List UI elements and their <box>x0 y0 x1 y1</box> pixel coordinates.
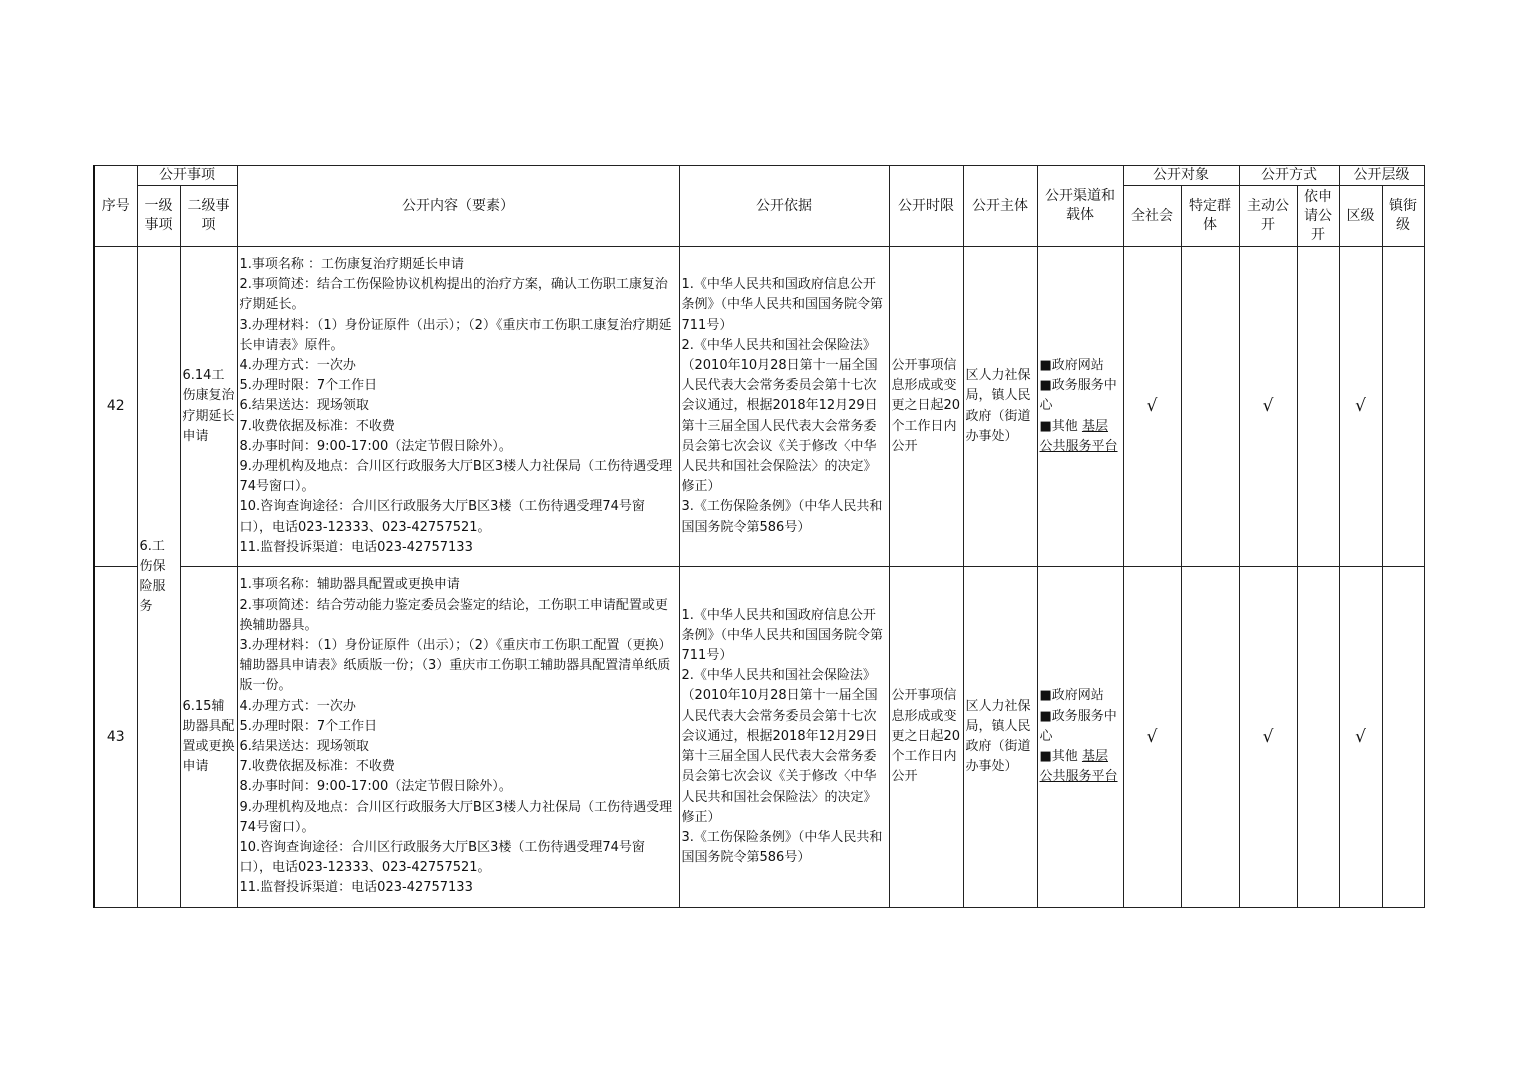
content-line: 6.结果送达：现场领取 <box>239 398 369 414</box>
content-line: 1.事项名称 ：工伤康复治疗期延长申请 <box>239 256 465 272</box>
header-level1: 一级事项 <box>137 186 180 247</box>
header-audience-all: 全社会 <box>1123 186 1181 247</box>
table-row <box>94 567 1424 908</box>
content-line: 7.收费依据及标准：不收费 <box>239 418 395 434</box>
content-cell <box>237 247 679 567</box>
content-line: 1.事项名称：辅助器具配置或更换申请 <box>239 577 460 593</box>
content-line: 5.办理时限：7个工作日 <box>239 718 378 734</box>
channel-other <box>1040 747 1121 787</box>
mode-request-check <box>1297 247 1339 567</box>
basis-line: 1.《中华人民共和国政府信息公开条例》（中华人民共和国国务院令第711号） <box>681 607 884 664</box>
header-level-group: 公开层级 <box>1339 166 1424 186</box>
channel-other-prefix: ■其他 <box>1039 749 1078 765</box>
time-limit-cell: 公开事项信息形成或变更之日起20个工作日内公开 <box>889 247 963 567</box>
header-channel: 公开渠道和载体 <box>1037 166 1123 247</box>
audience-specific-check <box>1181 567 1239 908</box>
content-line: 8.办事时间：9:00-17:00（法定节假日除外）。 <box>239 779 512 795</box>
content-line: 2.事项简述：结合劳动能力鉴定委员会鉴定的结论，工伤职工申请配置或更换辅助器具。 <box>239 597 668 633</box>
header-mode-active: 主动公开 <box>1239 186 1297 247</box>
content-line: 7.收费依据及标准：不收费 <box>239 759 395 775</box>
content-line: 11.监督投诉渠道：电话023-42757133 <box>239 880 473 896</box>
header-mode-group: 公开方式 <box>1239 166 1339 186</box>
audience-all-check: √ <box>1123 247 1181 567</box>
header-level-district: 区级 <box>1339 186 1382 247</box>
mode-request-check <box>1297 567 1339 908</box>
channel-service-center: ■政务服务中心 <box>1039 378 1117 414</box>
header-audience-specific: 特定群体 <box>1181 186 1239 247</box>
level-district-check: √ <box>1339 247 1382 567</box>
subject-cell: 区人力社保局，镇人民政府（街道办事处） <box>963 567 1037 908</box>
audience-all-check: √ <box>1123 567 1181 908</box>
header-item-group: 公开事项 <box>137 166 237 186</box>
channel-other-platform: 基层公共服务平台 <box>1039 418 1118 454</box>
content-line: 3.办理材料：（1）身份证原件（出示）；（2）《重庆市工伤职工康复治疗期延长申请表》原件。 <box>239 317 672 353</box>
content-line: 6.结果送达：现场领取 <box>239 739 369 754</box>
basis-line: 3.《工伤保险条例》（中华人民共和国国务院令第586号） <box>681 499 883 535</box>
disclosure-table <box>93 165 1425 908</box>
basis-line: 2.《中华人民共和国社会保险法》（2010年10月28日第十一届全国人民代表大会常务委员会第十七次会议通过，根据2018年12月29日第十三届全国人民代表大会常务委员会第七次会议《关于修改〈中华人民共和国社会保险法〉的决定》修正） <box>681 337 878 495</box>
channel-cell <box>1037 567 1123 908</box>
header-level2: 二级事项 <box>180 186 237 247</box>
content-line: 2.事项简述：结合工伤保险协议机构提出的治疗方案，确认工伤职工康复治疗期延长。 <box>239 277 668 313</box>
mode-active-check: √ <box>1239 567 1297 908</box>
content-line: 9.办理机构及地点：合川区行政服务大厅B区3楼人力社保局（工伤待遇受理74号窗口）。 <box>239 799 673 835</box>
content-cell <box>237 567 679 908</box>
row-seq: 43 <box>94 567 137 908</box>
basis-line: 2.《中华人民共和国社会保险法》（2010年10月28日第十一届全国人民代表大会常务委员会第十七次会议通过，根据2018年12月29日第十三届全国人民代表大会常务委员会第七次会议《关于修改〈中华人民共和国社会保险法〉的决定》修正） <box>681 668 878 825</box>
time-limit-cell: 公开事项信息形成或变更之日起20个工作日内公开 <box>889 567 963 908</box>
header-audience-group: 公开对象 <box>1123 166 1239 186</box>
level-town-check <box>1382 567 1424 908</box>
channel-other <box>1040 417 1121 457</box>
header-mode-request: 依申请公开 <box>1297 186 1339 247</box>
content-line: 4.办理方式：一次办 <box>239 698 356 714</box>
level-district-check: √ <box>1339 567 1382 908</box>
channel-website: ■政府网站 <box>1039 688 1104 704</box>
content-line: 10.咨询查询途径：合川区行政服务大厅B区3楼（工伤待遇受理74号窗口），电话023-12333、023-42757521。 <box>239 499 645 535</box>
header-time-limit: 公开时限 <box>889 166 963 247</box>
header-seq: 序号 <box>94 166 137 247</box>
audience-specific-check <box>1181 247 1239 567</box>
header-basis: 公开依据 <box>679 166 889 247</box>
channel-service-center: ■政务服务中心 <box>1039 708 1117 744</box>
header-subject: 公开主体 <box>963 166 1037 247</box>
row-seq: 42 <box>94 247 137 567</box>
content-line: 4.办理方式：一次办 <box>239 357 356 373</box>
basis-cell <box>679 247 889 567</box>
basis-cell <box>679 567 889 908</box>
level2-item: 6.14工伤康复治疗期延长申请 <box>180 247 237 567</box>
level2-item: 6.15辅助器具配置或更换申请 <box>180 567 237 908</box>
mode-active-check: √ <box>1239 247 1297 567</box>
basis-line: 1.《中华人民共和国政府信息公开条例》（中华人民共和国国务院令第711号） <box>681 277 884 333</box>
basis-line: 3.《工伤保险条例》（中华人民共和国国务院令第586号） <box>681 829 883 866</box>
level-town-check <box>1382 247 1424 567</box>
header-level-town: 镇街级 <box>1382 186 1424 247</box>
content-line: 3.办理材料：（1）身份证原件（出示）；（2）《重庆市工伤职工配置（更换）辅助器具申请表》纸质版一份；（3）重庆市工伤职工辅助器具配置清单纸质版一份。 <box>239 637 672 694</box>
channel-other-platform: 基层公共服务平台 <box>1039 749 1118 785</box>
table-row <box>94 247 1424 567</box>
subject-cell: 区人力社保局，镇人民政府（街道办事处） <box>963 247 1037 567</box>
level1-item: 6.工伤保险服务 <box>137 247 180 908</box>
content-line: 5.办理时限：7个工作日 <box>239 378 378 394</box>
channel-cell <box>1037 247 1123 567</box>
content-line: 9.办理机构及地点：合川区行政服务大厅B区3楼人力社保局（工伤待遇受理74号窗口）。 <box>239 459 673 495</box>
content-line: 10.咨询查询途径：合川区行政服务大厅B区3楼（工伤待遇受理74号窗口），电话023-12333、023-42757521。 <box>239 840 645 876</box>
header-content: 公开内容（要素） <box>237 166 679 247</box>
content-line: 8.办事时间：9:00-17:00（法定节假日除外）。 <box>239 438 512 454</box>
content-line: 11.监督投诉渠道：电话023-42757133 <box>239 539 473 555</box>
channel-website: ■政府网站 <box>1039 357 1104 373</box>
channel-other-prefix: ■其他 <box>1039 418 1078 434</box>
